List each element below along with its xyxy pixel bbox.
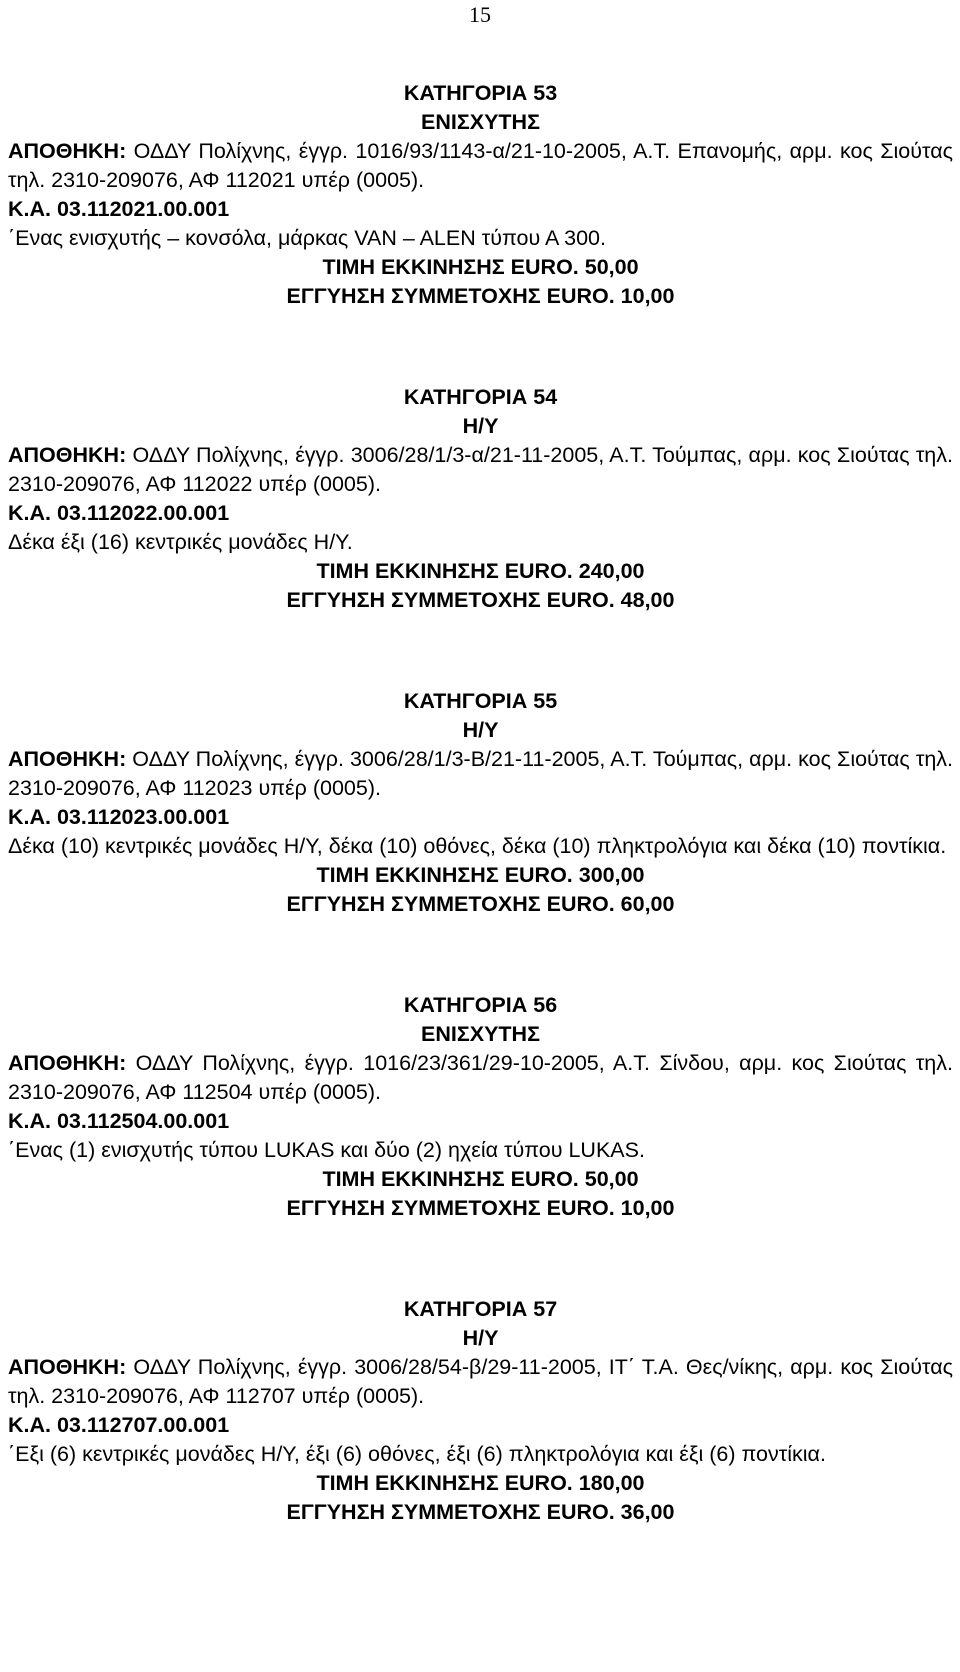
storage-paragraph xyxy=(8,745,953,803)
item-code: Κ.Α. 03.112023.00.001 xyxy=(8,805,230,829)
item-code: Κ.Α. 03.112021.00.001 xyxy=(8,197,230,221)
start-price: ΤΙΜΗ ΕΚΚΙΝΗΣΗΣ EURO. 300,00 xyxy=(316,863,645,887)
participation-guarantee: ΕΓΓΥΗΣΗ ΣΥΜΜΕΤΟΧΗΣ EURO. 60,00 xyxy=(286,892,675,916)
storage-paragraph xyxy=(8,441,953,499)
category-subtitle: ΕΝΙΣΧΥΤΗΣ xyxy=(421,110,540,134)
category-block xyxy=(8,687,953,919)
category-title: ΚΑΤΗΓΟΡΙΑ 57 xyxy=(403,1297,558,1321)
storage-paragraph xyxy=(8,1353,953,1411)
category-subtitle: ΕΝΙΣΧΥΤΗΣ xyxy=(421,1022,540,1046)
page-number: 15 xyxy=(469,2,491,27)
participation-guarantee: ΕΓΓΥΗΣΗ ΣΥΜΜΕΤΟΧΗΣ EURO. 48,00 xyxy=(286,588,675,612)
category-subtitle: Η/Υ xyxy=(462,414,499,438)
start-price: ΤΙΜΗ ΕΚΚΙΝΗΣΗΣ EURO. 180,00 xyxy=(316,1471,645,1495)
category-block xyxy=(8,79,953,311)
category-block xyxy=(8,991,953,1223)
storage-label: ΑΠΟΘΗΚΗ: xyxy=(8,139,127,163)
item-description: Δέκα (10) κεντρικές μονάδες Η/Υ, δέκα (10) οθόνες, δέκα (10) πληκτρολόγια και δέκα (10) ποντίκια. xyxy=(8,834,947,858)
category-title: ΚΑΤΗΓΟΡΙΑ 53 xyxy=(403,81,558,105)
category-title: ΚΑΤΗΓΟΡΙΑ 54 xyxy=(403,385,558,409)
category-subtitle: Η/Υ xyxy=(462,1326,499,1350)
storage-text: ΟΔΔΥ Πολίχνης, έγγρ. 1016/93/1143-α/21-10-2005, Α.Τ. Επανομής, αρμ. κος Σιούτας τηλ. 2310-209076, ΑΦ 112021 υπέρ (0005). xyxy=(8,139,953,192)
category-title: ΚΑΤΗΓΟΡΙΑ 56 xyxy=(403,993,558,1017)
participation-guarantee: ΕΓΓΥΗΣΗ ΣΥΜΜΕΤΟΧΗΣ EURO. 10,00 xyxy=(286,284,675,308)
storage-text: ΟΔΔΥ Πολίχνης, έγγρ. 3006/28/1/3-Β/21-11-2005, Α.Τ. Τούμπας, αρμ. κος Σιούτας τηλ. 2310-209076, ΑΦ 112023 υπέρ (0005). xyxy=(8,747,953,800)
storage-label: ΑΠΟΘΗΚΗ: xyxy=(8,1051,127,1075)
item-description: Δέκα έξι (16) κεντρικές μονάδες Η/Υ. xyxy=(8,530,353,554)
storage-label: ΑΠΟΘΗΚΗ: xyxy=(8,1355,127,1379)
document-content xyxy=(8,79,953,1599)
storage-paragraph xyxy=(8,1049,953,1107)
storage-label: ΑΠΟΘΗΚΗ: xyxy=(8,747,127,771)
participation-guarantee: ΕΓΓΥΗΣΗ ΣΥΜΜΕΤΟΧΗΣ EURO. 10,00 xyxy=(286,1196,675,1220)
category-block xyxy=(8,1295,953,1527)
storage-text: ΟΔΔΥ Πολίχνης, έγγρ. 3006/28/54-β/29-11-2005, ΙΤ΄ Τ.Α. Θες/νίκης, αρμ. κος Σιούτας τηλ. 2310-209076, ΑΦ 112707 υπέρ (0005). xyxy=(8,1355,953,1408)
item-description: ΄Ενας ενισχυτής – κονσόλα, μάρκας VAN – ALEN τύπου Α 300. xyxy=(8,226,606,250)
item-code: Κ.Α. 03.112022.00.001 xyxy=(8,501,230,525)
category-subtitle: Η/Υ xyxy=(462,718,499,742)
start-price: ΤΙΜΗ ΕΚΚΙΝΗΣΗΣ EURO. 50,00 xyxy=(322,255,639,279)
item-code: Κ.Α. 03.112504.00.001 xyxy=(8,1109,230,1133)
item-description: ΄Εξι (6) κεντρικές μονάδες Η/Υ, έξι (6) οθόνες, έξι (6) πληκτρολόγια και έξι (6) ποντίκια. xyxy=(8,1442,826,1466)
start-price: ΤΙΜΗ ΕΚΚΙΝΗΣΗΣ EURO. 240,00 xyxy=(316,559,645,583)
storage-text: ΟΔΔΥ Πολίχνης, έγγρ. 3006/28/1/3-α/21-11-2005, Α.Τ. Τούμπας, αρμ. κος Σιούτας τηλ. 2310-209076, ΑΦ 112022 υπέρ (0005). xyxy=(8,443,953,496)
item-description: ΄Ενας (1) ενισχυτής τύπου LUKAS και δύο (2) ηχεία τύπου LUKAS. xyxy=(8,1138,645,1162)
start-price: ΤΙΜΗ ΕΚΚΙΝΗΣΗΣ EURO. 50,00 xyxy=(322,1167,639,1191)
category-block xyxy=(8,383,953,615)
storage-label: ΑΠΟΘΗΚΗ: xyxy=(8,443,127,467)
category-title: ΚΑΤΗΓΟΡΙΑ 55 xyxy=(403,689,558,713)
item-code: Κ.Α. 03.112707.00.001 xyxy=(8,1413,230,1437)
storage-paragraph xyxy=(8,137,953,195)
participation-guarantee: ΕΓΓΥΗΣΗ ΣΥΜΜΕΤΟΧΗΣ EURO. 36,00 xyxy=(286,1500,675,1524)
storage-text: ΟΔΔΥ Πολίχνης, έγγρ. 1016/23/361/29-10-2005, Α.Τ. Σίνδου, αρμ. κος Σιούτας τηλ. 2310-209076, ΑΦ 112504 υπέρ (0005). xyxy=(8,1051,953,1104)
